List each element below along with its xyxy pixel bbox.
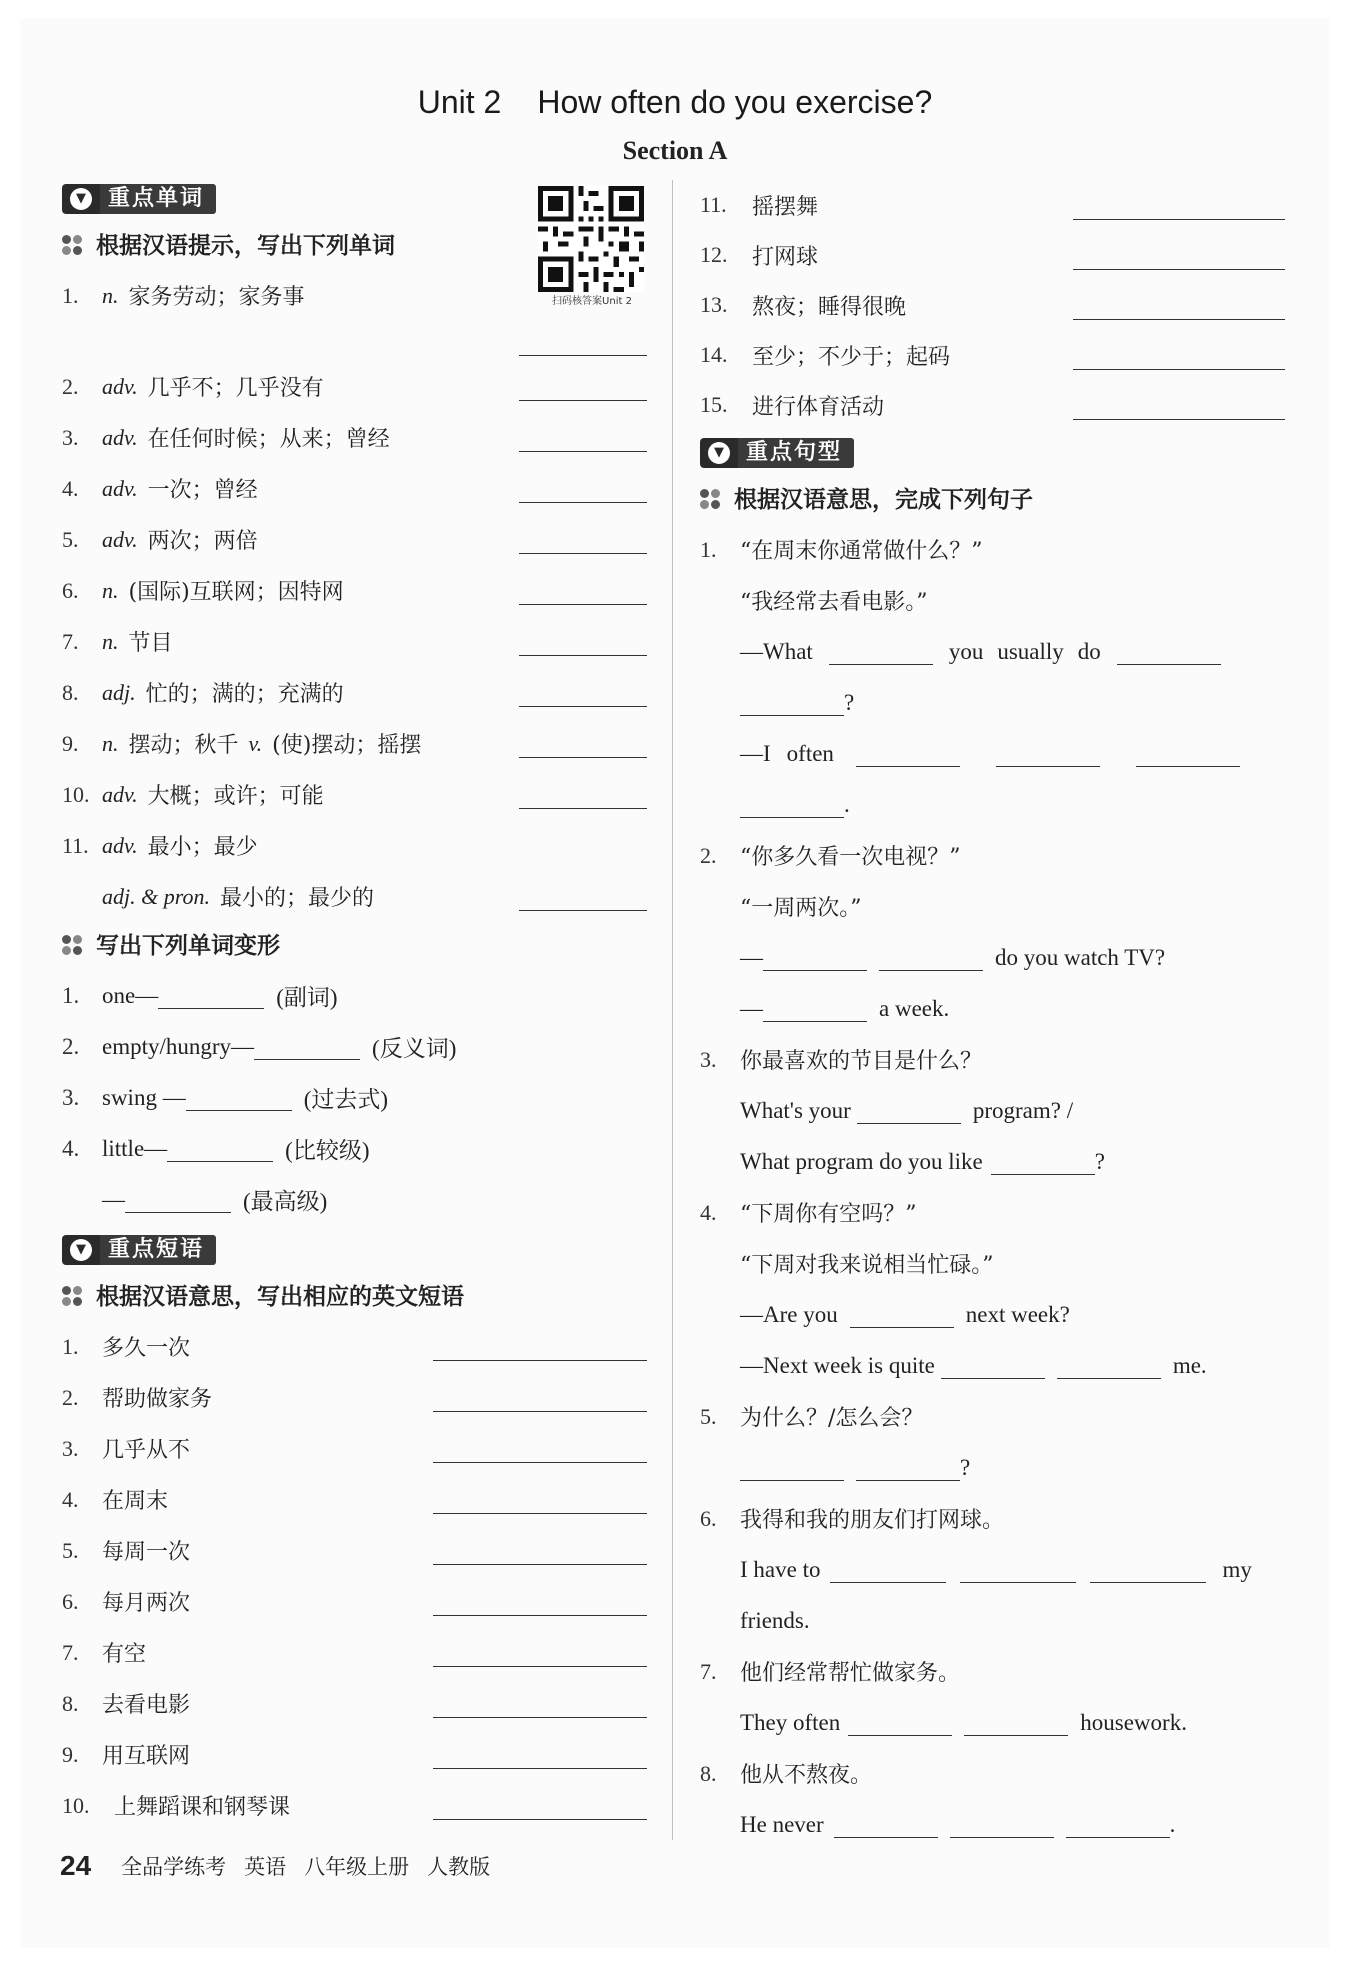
- section-banner-vocab: [62, 184, 216, 214]
- answer-blank[interactable]: [519, 780, 647, 809]
- answer-blank[interactable]: [186, 1084, 292, 1111]
- answer-blank[interactable]: [519, 327, 647, 356]
- qr-caption: 扫码核答案Unit 2: [552, 296, 632, 307]
- answer-blank[interactable]: [519, 729, 647, 758]
- left-column: [62, 180, 647, 1831]
- answer-blank[interactable]: [1073, 241, 1285, 270]
- list-item: 9. 用互联网: [62, 1729, 647, 1780]
- list-item: 14. 至少；不少于；起码: [700, 330, 1285, 380]
- unit-label: Unit 2: [417, 84, 502, 120]
- answer-blank[interactable]: [519, 525, 647, 554]
- list-item: 3. 几乎从不: [62, 1423, 647, 1474]
- answer-blank[interactable]: [433, 1485, 647, 1514]
- bullet-icon: [62, 235, 84, 257]
- instruction-vocab: 根据汉语提示，写出下列单词: [62, 222, 647, 270]
- answer-blank[interactable]: [857, 1097, 961, 1124]
- answer-blank[interactable]: [848, 1709, 952, 1736]
- list-item: 5. adv. 两次；两倍: [62, 514, 647, 565]
- answer-blank[interactable]: [829, 638, 933, 665]
- answer-row: [62, 321, 647, 361]
- answer-blank[interactable]: [1073, 391, 1285, 420]
- list-item: 10. adv. 大概；或许；可能: [62, 769, 647, 820]
- list-item: 2. adv. 几乎不；几乎没有: [62, 361, 647, 412]
- list-item: 7. 有空: [62, 1627, 647, 1678]
- answer-blank[interactable]: [996, 740, 1100, 767]
- answer-blank[interactable]: [964, 1709, 1068, 1736]
- list-item: 11. adv. 最小；最少: [62, 832, 258, 860]
- chevron-down-icon: ▼: [700, 438, 738, 468]
- answer-blank[interactable]: [519, 882, 647, 911]
- bullet-icon: [62, 935, 84, 957]
- page-number: 24: [60, 1850, 92, 1881]
- answer-blank[interactable]: [125, 1186, 231, 1213]
- answer-blank[interactable]: [991, 1148, 1095, 1175]
- list-item: — (最高级): [102, 1186, 328, 1214]
- list-item: 1. n. 家务劳动；家务事: [62, 282, 305, 310]
- answer-blank[interactable]: [950, 1811, 1054, 1838]
- answer-blank[interactable]: [1136, 740, 1240, 767]
- question-1: 1. “在周末你通常做什么？”: [700, 536, 983, 564]
- column-divider: [672, 180, 673, 1840]
- answer-blank[interactable]: [519, 627, 647, 656]
- question-5: 5. 为什么？/怎么会？: [700, 1403, 924, 1431]
- list-item: 4. little— (比较级): [62, 1135, 370, 1163]
- chevron-down-icon: ▼: [62, 184, 100, 214]
- list-item: 6. 每月两次: [62, 1576, 647, 1627]
- answer-blank[interactable]: [433, 1689, 647, 1718]
- chevron-down-icon: ▼: [62, 1235, 100, 1265]
- answer-blank[interactable]: [834, 1811, 938, 1838]
- section-banner-sentences: [700, 438, 854, 468]
- list-item: 2. 帮助做家务: [62, 1372, 647, 1423]
- subject-label: 英语: [244, 1855, 287, 1879]
- edition-label: 人教版: [427, 1855, 491, 1879]
- answer-blank[interactable]: [960, 1556, 1076, 1583]
- unit-question: How often do you exercise?: [537, 84, 933, 120]
- answer-blank[interactable]: [433, 1740, 647, 1769]
- answer-blank[interactable]: [856, 740, 960, 767]
- question-7: 7. 他们经常帮忙做家务。: [700, 1658, 961, 1686]
- book-title: 全品学练考: [121, 1855, 227, 1879]
- answer-blank[interactable]: [1073, 191, 1285, 220]
- answer-blank[interactable]: [1057, 1352, 1161, 1379]
- answer-blank[interactable]: [1066, 1811, 1170, 1838]
- answer-blank[interactable]: [167, 1135, 273, 1162]
- instruction-forms: 写出下列单词变形: [62, 922, 647, 970]
- answer-blank[interactable]: [519, 678, 647, 707]
- banner-label: 重点单词: [100, 184, 216, 214]
- answer-blank[interactable]: [1073, 291, 1285, 320]
- answer-blank[interactable]: [763, 944, 867, 971]
- question-3: 3. 你最喜欢的节目是什么？: [700, 1046, 983, 1074]
- grade-label: 八年级上册: [304, 1855, 410, 1879]
- list-item: 3. swing — (过去式): [62, 1084, 389, 1112]
- answer-blank[interactable]: [433, 1434, 647, 1463]
- answer-blank[interactable]: [433, 1791, 647, 1820]
- list-item: 8. 去看电影: [62, 1678, 647, 1729]
- answer-blank[interactable]: [850, 1301, 954, 1328]
- section-title: Section A: [622, 136, 728, 165]
- page-footer: [60, 1850, 490, 1882]
- answer-blank[interactable]: [158, 982, 264, 1009]
- instruction-sentences: 根据汉语意思，完成下列句子: [700, 476, 1285, 524]
- list-item: 8. adj. 忙的；满的；充满的: [62, 667, 647, 718]
- bullet-icon: [62, 1286, 84, 1308]
- question-8: 8. 他从不熬夜。: [700, 1760, 873, 1788]
- list-item: 15. 进行体育活动: [700, 380, 1285, 430]
- answer-blank[interactable]: [830, 1556, 946, 1583]
- answer-blank[interactable]: [740, 689, 844, 716]
- bullet-icon: [700, 489, 722, 511]
- list-item: 12. 打网球: [700, 230, 1285, 280]
- list-item: 7. n. 节目: [62, 616, 647, 667]
- list-item: 10. 上舞蹈课和钢琴课: [62, 1780, 647, 1831]
- answer-blank[interactable]: [941, 1352, 1045, 1379]
- right-column: 11. 摇摆舞 12. 打网球 13. 熬夜；睡得很晚 14. 至少；不少于；起码 15. 进行体育活动 ▼ 重点句型 根据汉语意思，完成下列句子 1. “在周末你通常做什么？” “我经常去看电影。” —What you usually do ? —I often . 2. “你多久看一次电视？” “一周两次。” — do you watch TV? — a week. 3. 你最喜欢的节目是什么？ What's your program? / What program do you like ? 4. “下周你有空吗？” “下周对我来说相当忙碌。” —Are you next week? —Next week is quite me. 5. 为什么？/怎么会？ ? 6. 我得和我的朋友们打网球。 I have to my friends. 7. 他们经常帮忙做家务。 They often housework. 8. 他从不熬夜。 He never .: [700, 180, 1285, 1850]
- list-item: 1. one— (副词): [62, 982, 338, 1010]
- answer-blank[interactable]: [433, 1587, 647, 1616]
- answer-blank[interactable]: [519, 372, 647, 401]
- list-item: 5. 每周一次: [62, 1525, 647, 1576]
- list-item: 3. adv. 在任何时候；从来；曾经: [62, 412, 647, 463]
- answer-blank[interactable]: [433, 1383, 647, 1412]
- question-2: 2. “你多久看一次电视？”: [700, 842, 961, 870]
- answer-blank[interactable]: [879, 944, 983, 971]
- answer-blank[interactable]: [1073, 341, 1285, 370]
- answer-blank[interactable]: [519, 576, 647, 605]
- list-item: 13. 熬夜；睡得很晚: [700, 280, 1285, 330]
- answer-blank[interactable]: [519, 474, 647, 503]
- answer-blank[interactable]: [740, 1454, 844, 1481]
- answer-blank[interactable]: [763, 995, 867, 1022]
- page-title: [0, 84, 1350, 121]
- list-item: 4. adv. 一次；曾经: [62, 463, 647, 514]
- list-item: 6. n. (国际)互联网；因特网: [62, 565, 647, 616]
- list-item: 4. 在周末: [62, 1474, 647, 1525]
- answer-blank[interactable]: [1117, 638, 1221, 665]
- instruction-phrases: 根据汉语意思，写出相应的英文短语: [62, 1273, 647, 1321]
- answer-blank[interactable]: [519, 423, 647, 452]
- answer-blank[interactable]: [740, 791, 844, 818]
- question-4: 4. “下周你有空吗？”: [700, 1199, 917, 1227]
- list-item: 1. 多久一次: [62, 1321, 647, 1372]
- answer-blank[interactable]: [1090, 1556, 1206, 1583]
- question-6: 6. 我得和我的朋友们打网球。: [700, 1505, 1005, 1533]
- list-item: 9. n. 摆动；秋千 v. (使)摆动；摇摆: [62, 718, 647, 769]
- section-banner-phrases: [62, 1235, 216, 1265]
- answer-blank[interactable]: [254, 1033, 360, 1060]
- answer-blank[interactable]: [433, 1536, 647, 1565]
- answer-blank[interactable]: [856, 1454, 960, 1481]
- list-item: 11. 摇摆舞: [700, 180, 1285, 230]
- banner-label: 重点短语: [100, 1235, 216, 1265]
- answer-blank[interactable]: [433, 1332, 647, 1361]
- banner-label: 重点句型: [738, 438, 854, 468]
- list-item: 2. empty/hungry— (反义词): [62, 1033, 457, 1061]
- answer-blank[interactable]: [433, 1638, 647, 1667]
- list-item: adj. & pron. 最小的；最少的: [62, 871, 647, 922]
